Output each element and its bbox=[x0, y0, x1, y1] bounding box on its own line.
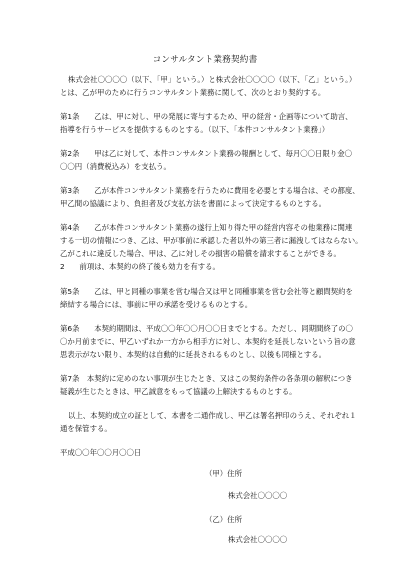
article-3 bbox=[60, 184, 360, 210]
article-line: 指導を行うサービスを提供するものとする。（以下、「本件コンサルタント業務」） bbox=[60, 125, 330, 134]
closing bbox=[60, 409, 360, 435]
article-line: 乙がこれに違反した場合、甲は、乙に対しその損害の賠償を請求することができる。 bbox=[60, 249, 341, 258]
article-1 bbox=[60, 110, 360, 136]
document-title: コンサルタント業務契約書 bbox=[152, 55, 258, 65]
article-line: 締結する場合には、事前に甲の承諾を受けるものとする。 bbox=[60, 300, 253, 309]
party-b-address-label: （乙）住所 bbox=[205, 515, 242, 524]
article-2 bbox=[60, 147, 360, 173]
article-line: 思表示がない限り、本契約は自動的に延長されるものとし、以後も同様とする。 bbox=[60, 350, 327, 359]
closing-line: 以上、本契約成立の証として、本書を二通作成し、甲乙は署名押印のうえ、それぞれ１ bbox=[68, 411, 357, 420]
preamble-line: とは、乙が甲のために行うコンサルタント業務に関して、次のとおり契約する。 bbox=[60, 88, 326, 97]
article-4 bbox=[60, 221, 363, 273]
article-line: 疑義が生じたときは、甲乙誠意をもって協議の上解決するものとする。 bbox=[60, 387, 297, 396]
article-line: 〇か月前までに、甲乙いずれか一方から相手方に対し、本契約を延長しないという旨の意 bbox=[60, 337, 356, 346]
party-a-company-name: 株式会社〇〇〇〇 bbox=[228, 491, 288, 500]
article-6 bbox=[60, 322, 360, 361]
article-7 bbox=[60, 372, 360, 398]
party-b-company-name: 株式会社〇〇〇〇 bbox=[228, 535, 288, 544]
party-a-address-label: （甲）住所 bbox=[205, 469, 242, 478]
article-line: 第4条 乙が本件コンサルタント業務の遂行上知り得た甲の経営内容その他業務に関連 bbox=[60, 223, 353, 232]
article-line: 第1条 乙は、甲に対し、甲の発展に寄与するため、甲の経営・企画等について助言、 bbox=[60, 112, 353, 121]
document-date: 平成〇〇年〇〇月〇〇日 bbox=[60, 448, 142, 457]
article-line: する一切の情報につき、乙は、甲が事前に承認した者以外の第三者に漏洩してはならない。 bbox=[60, 236, 363, 245]
article-line: 第5条 乙は、甲と同種の事業を営む場合又は甲と同種事業を営む会社等と顧問契約を bbox=[60, 287, 353, 296]
preamble bbox=[60, 73, 360, 99]
article-5 bbox=[60, 285, 360, 311]
article-line: 第2条 甲は乙に対して、本件コンサルタント業務の報酬として、毎月〇〇日限り金〇 bbox=[60, 149, 352, 158]
article-line: 2 前項は、本契約の終了後も効力を有する。 bbox=[60, 262, 220, 271]
article-line: 第7条 本契約に定めのない事項が生じたとき、又はこの契約条件の各条項の解釈につき bbox=[60, 374, 353, 383]
article-line: 第6条 本契約期間は、平成〇〇年〇〇月〇〇日までとする。ただし、同期間終了の〇 bbox=[60, 324, 353, 333]
article-line: 第3条 乙が本件コンサルタント業務を行うために費用を必要とする場合は、その都度、 bbox=[60, 186, 360, 195]
closing-line: 通を保管する。 bbox=[60, 424, 112, 433]
article-line: 甲乙間の協議により、負担者及び支払方法を書面によって決定するものとする。 bbox=[60, 199, 327, 208]
article-line: 〇〇円（消費税込み）を支払う。 bbox=[60, 162, 171, 171]
preamble-line: 株式会社〇〇〇〇（以下、「甲」という。）と株式会社〇〇〇〇（以下、「乙」という。） bbox=[68, 75, 357, 84]
